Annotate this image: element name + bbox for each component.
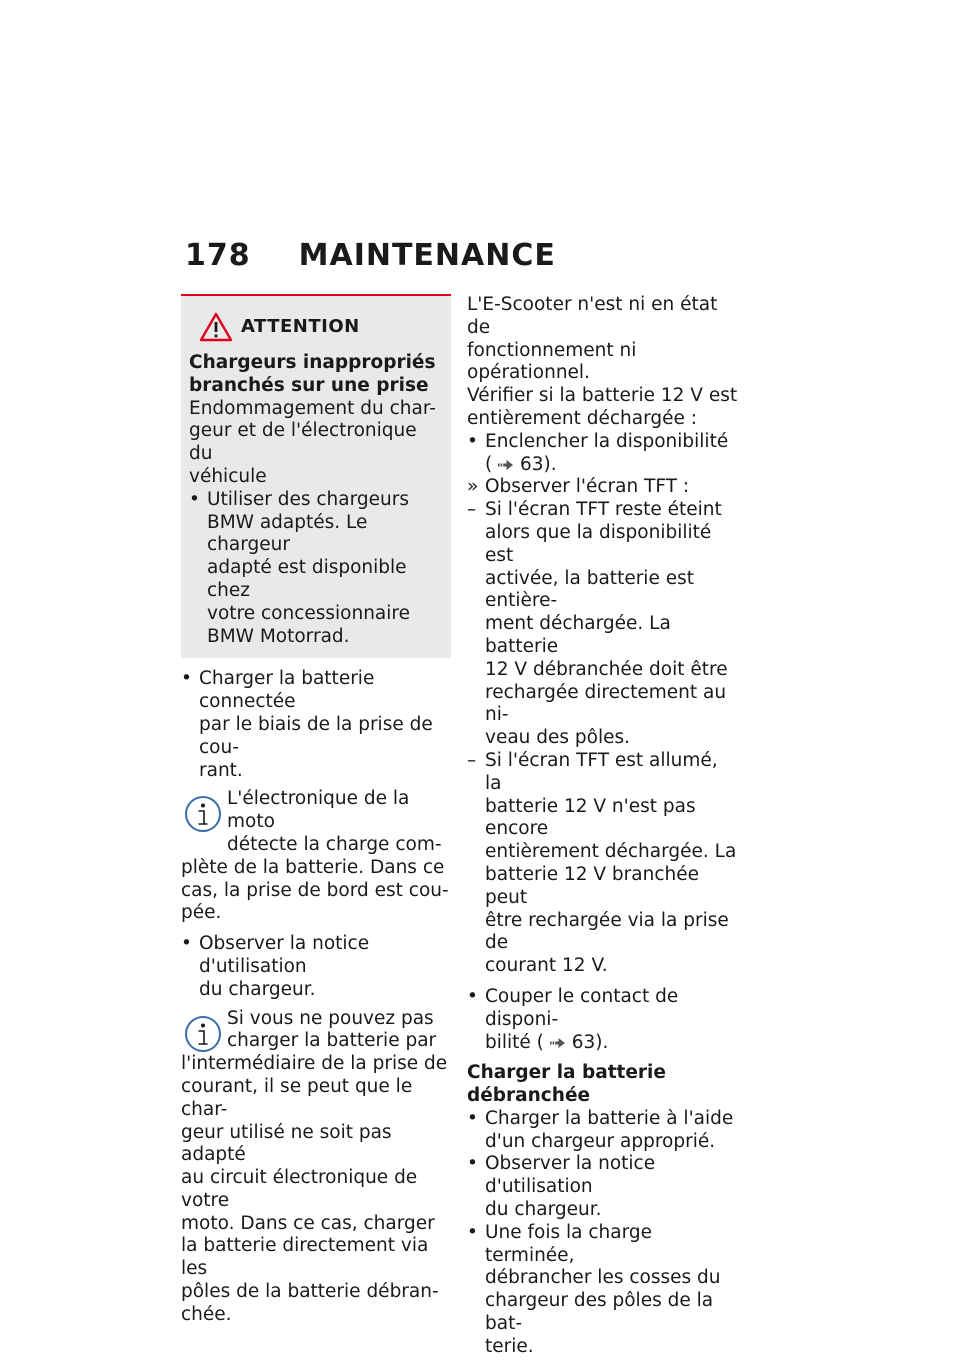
- list-line: d'un chargeur approprié.: [485, 1130, 716, 1152]
- bullet-marker: •: [467, 1153, 478, 1175]
- info-line: cas, la prise de bord est cou-: [181, 879, 449, 901]
- list-line: débrancher les cosses du: [485, 1267, 721, 1289]
- info-icon: [183, 794, 223, 834]
- list-line: [485, 454, 739, 477]
- list-text: bilité (: [485, 1031, 544, 1053]
- attention-subtitle-line: Chargeurs inappropriés: [189, 352, 436, 373]
- warning-triangle-icon: [199, 312, 233, 342]
- info-line: pôles de la batterie débran-: [181, 1281, 439, 1303]
- list-line: veau des pôles.: [485, 727, 631, 749]
- attention-subtitle-line: branchés sur une prise: [189, 374, 429, 396]
- list-item: [467, 1153, 739, 1221]
- info-line: au circuit électronique de votre: [181, 1167, 418, 1211]
- list-line: chargeur des pôles de la bat-: [485, 1290, 714, 1335]
- list-line: du chargeur.: [485, 1199, 602, 1221]
- attention-text: [189, 398, 443, 489]
- paragraph-line: entièrement déchargée :: [467, 407, 697, 429]
- list-line: [485, 1032, 739, 1055]
- list-line: ment déchargée. La batterie: [485, 613, 671, 657]
- paragraph-line: Vérifier si la batterie 12 V est: [467, 385, 738, 407]
- list-line: alors que la disponibilité est: [485, 521, 712, 566]
- attention-label: ATTENTION: [241, 315, 360, 337]
- paragraph-line: L'E-Scooter n'est ni en état de: [467, 294, 718, 338]
- dash-marker: –: [467, 749, 477, 771]
- list-line: Si l'écran TFT reste éteint: [485, 499, 722, 521]
- attention-box: [181, 294, 451, 658]
- left-column: [181, 294, 451, 1335]
- page-reference[interactable]: 63).: [571, 1031, 609, 1053]
- attention-subtitle: [189, 352, 443, 398]
- attention-header: [199, 312, 443, 342]
- list-line: Observer la notice d'utilisation: [485, 1153, 656, 1198]
- intro-paragraph: [467, 294, 739, 431]
- bullet-marker: •: [467, 1107, 478, 1129]
- info-line: courant, il se peut que le char-: [181, 1075, 413, 1120]
- subheading: [467, 1062, 739, 1108]
- list-line: BMW Motorrad.: [207, 625, 350, 647]
- info-icon: [183, 1014, 223, 1054]
- attention-list: [189, 489, 443, 649]
- info-line: L'électronique de la moto: [227, 788, 410, 833]
- arrow-reference-icon: [550, 1037, 566, 1049]
- arrow-reference-icon: [498, 459, 514, 471]
- info-line: la batterie directement via les: [181, 1235, 429, 1280]
- list-item: [181, 933, 451, 1001]
- info-line: plète de la batterie. Dans ce: [181, 856, 445, 878]
- info-line: l'intermédiaire de la prise de: [181, 1053, 448, 1075]
- list-line: Si l'écran TFT est allumé, la: [485, 749, 718, 794]
- bullet-marker: •: [467, 985, 478, 1007]
- list-line: être rechargée via la prise de: [485, 909, 729, 954]
- list-item: [467, 499, 739, 750]
- list-line: batterie 12 V branchée peut: [485, 863, 700, 908]
- list-item: [181, 668, 451, 782]
- list-item: [467, 1222, 739, 1359]
- list-line: du chargeur.: [199, 978, 316, 1000]
- right-list-1: [467, 431, 739, 1055]
- info-note-1: [181, 788, 451, 925]
- subheading-line: débranchée: [467, 1085, 591, 1107]
- list-line: activée, la batterie est entière-: [485, 567, 694, 612]
- page-number: 178: [185, 238, 251, 273]
- info-line: détecte la charge com-: [227, 833, 442, 855]
- info-line: charger la batterie par: [227, 1030, 437, 1052]
- info-line: moto. Dans ce cas, charger: [181, 1212, 435, 1234]
- list-line: rechargée directement au ni-: [485, 681, 727, 726]
- info-line: geur utilisé ne soit pas adapté: [181, 1121, 392, 1166]
- page-reference[interactable]: 63).: [520, 453, 557, 475]
- list-item: [467, 750, 739, 978]
- bullet-marker: •: [467, 1221, 478, 1243]
- list-line: rant.: [199, 759, 243, 781]
- list-line: Utiliser des chargeurs: [207, 488, 409, 510]
- list-line: BMW adaptés. Le chargeur: [207, 511, 368, 556]
- subheading-line: Charger la batterie: [467, 1062, 666, 1084]
- attention-text-line: geur et de l'électronique du: [189, 420, 417, 465]
- list-item: [467, 986, 739, 1054]
- bullet-marker: •: [467, 430, 478, 452]
- attention-text-line: Endommagement du char-: [189, 397, 436, 419]
- left-list-2: [181, 933, 451, 1001]
- list-line: par le biais de la prise de cou-: [199, 713, 433, 758]
- paren: (: [485, 453, 493, 475]
- right-list-2: [467, 1108, 739, 1359]
- result-marker: »: [467, 476, 479, 498]
- list-line: Observer la notice d'utilisation: [199, 933, 370, 977]
- list-line: Couper le contact de disponi-: [485, 985, 679, 1030]
- list-item: [467, 476, 739, 499]
- list-item: [467, 431, 739, 477]
- info-line: chée.: [181, 1303, 232, 1325]
- bullet-marker: •: [189, 488, 200, 510]
- list-line: Une fois la charge terminée,: [485, 1221, 653, 1266]
- list-line: votre concessionnaire: [207, 602, 410, 624]
- list-line: Charger la batterie connectée: [199, 668, 375, 713]
- section-title: MAINTENANCE: [298, 238, 556, 273]
- list-item: [467, 1108, 739, 1154]
- page-header: [185, 238, 556, 282]
- attention-text-line: véhicule: [189, 465, 267, 487]
- bullet-marker: •: [181, 668, 192, 690]
- list-line: terie.: [485, 1335, 534, 1357]
- list-line: batterie 12 V n'est pas encore: [485, 795, 696, 840]
- list-line: courant 12 V.: [485, 955, 608, 977]
- right-column: [467, 294, 739, 1359]
- list-line: Charger la batterie à l'aide: [485, 1107, 734, 1129]
- bullet-marker: •: [181, 933, 192, 955]
- list-line: entièrement déchargée. La: [485, 841, 737, 863]
- paragraph-line: fonctionnement ni opérationnel.: [467, 339, 637, 384]
- info-note-2: [181, 1008, 451, 1327]
- list-item: [189, 489, 443, 649]
- left-list-1: [181, 668, 451, 782]
- list-line: Enclencher la disponibilité: [485, 430, 729, 452]
- list-line: adapté est disponible chez: [207, 557, 407, 601]
- info-line: pée.: [181, 902, 222, 924]
- list-line: 12 V débranchée doit être: [485, 658, 728, 680]
- dash-marker: –: [467, 499, 477, 521]
- info-line: Si vous ne pouvez pas: [227, 1007, 434, 1029]
- list-line: Observer l'écran TFT :: [485, 476, 690, 498]
